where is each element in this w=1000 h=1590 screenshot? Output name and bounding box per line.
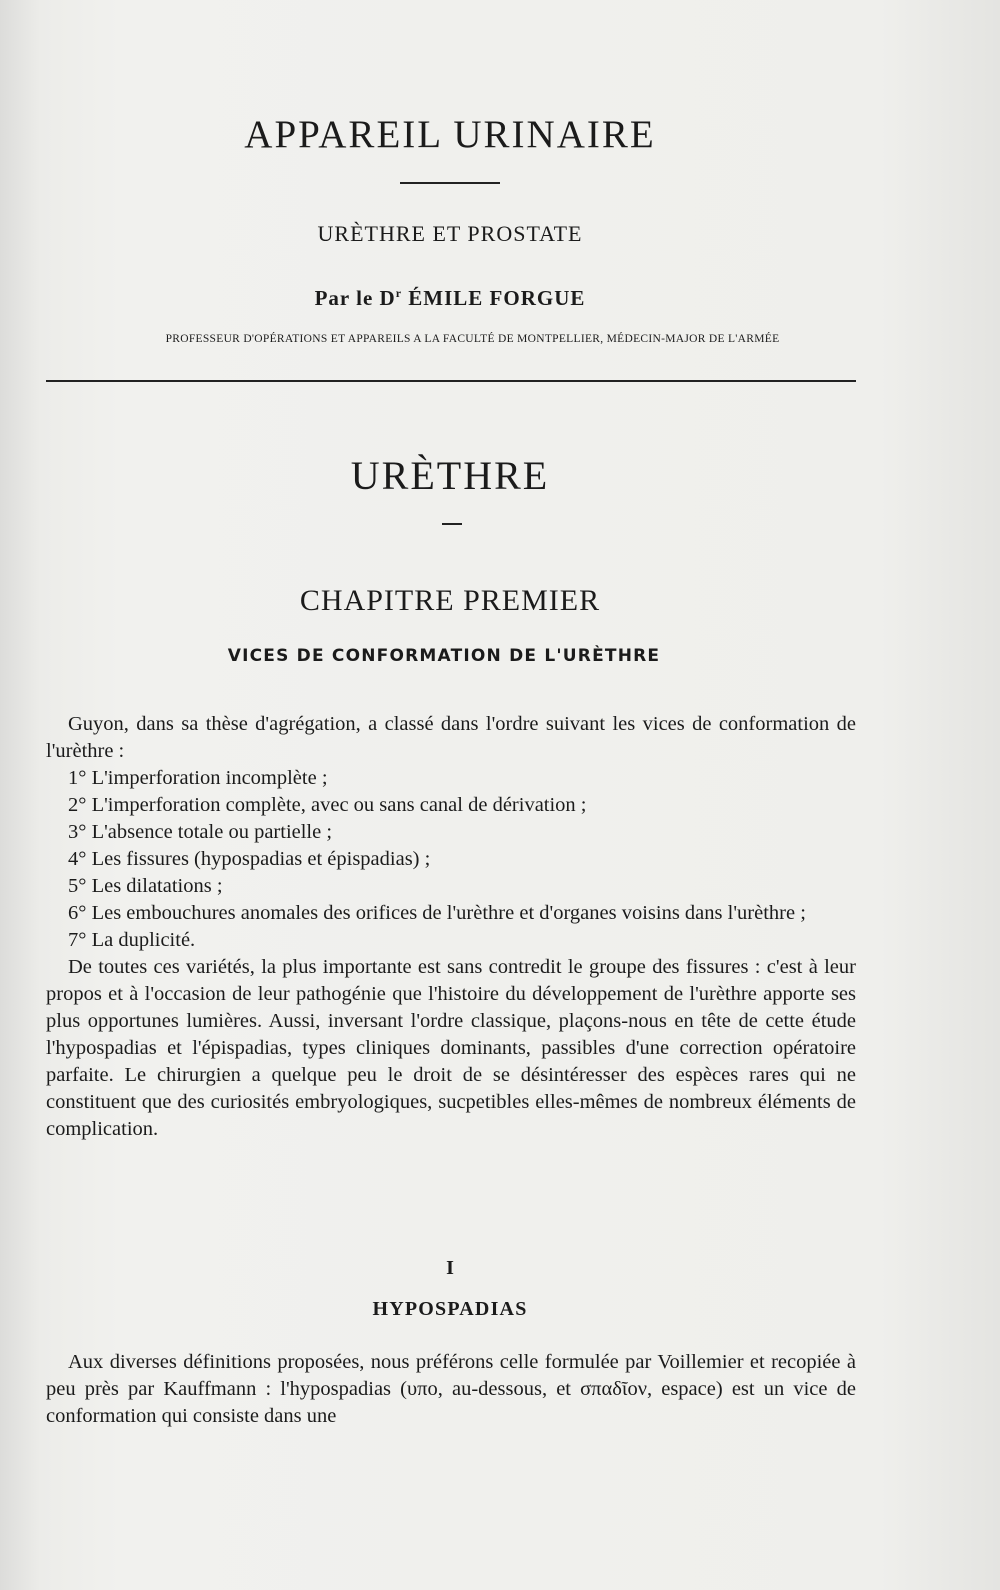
list-item: 2° L'imperforation complète, avec ou sans canal de dérivation ; [68,794,587,816]
list-item: 1° L'imperforation incomplète ; [68,767,328,789]
author-prefix: Par le D [314,286,396,310]
author-line [0,286,900,311]
section-title: URÈTHRE [350,453,550,498]
subsection-title: HYPOSPADIAS [372,1298,528,1320]
chapter-title: CHAPITRE PREMIER [299,584,601,617]
list-item: 3° L'absence totale ou partielle ; [68,821,333,843]
subtitle: URÈTHRE ET PROSTATE [317,221,583,246]
author-title-sup: r [395,286,403,300]
section-dash [442,523,462,525]
list-item: 5° Les dilatations ; [68,875,223,897]
list-item: 4° Les fissures (hypospadias et épispadias) ; [68,848,431,870]
main-title: APPAREIL URINAIRE [244,113,656,156]
intro-paragraph: Guyon, dans sa thèse d'agrégation, a classé dans l'ordre suivant les vices de conformation de l'urèthre : [46,713,856,762]
author-affiliation: PROFESSEUR D'OPÉRATIONS ET APPAREILS A LA FACULTÉ DE MONTPELLIER, MÉDECIN-MAJOR DE L'ARMÉE [165,333,780,345]
header-rule [46,380,856,382]
chapter-subtitle: VICES DE CONFORMATION DE L'URÈTHRE [227,646,661,666]
list-item: 7° La duplicité. [68,929,196,951]
author-name: ÉMILE FORGUE [402,286,586,310]
hypospadias-block [46,1349,856,1430]
body-paragraph: De toutes ces variétés, la plus importante est sans contredit le groupe des fissures : c'est à leur propos et à l'occasion de leur pathogénie que l'histoire du développement de l'urèthre apporte ses plus opportunes lumières. Aussi, inversant l'ordre classique, plaçons-nous en tête de cette étude l'hypospadias et l'épispadias, types cliniques dominants, passibles d'une correction opératoire parfaite. Le chirurgien a quelque peu le droit de se désintéresser des espèces rares qui ne constituent que des curiosités embryologiques, sucpetibles elles-mêmes de nombreux éléments de complication. [46,956,856,1140]
intro-block [46,711,856,1143]
list-item: 6° Les embouchures anomales des orifices de l'urèthre et d'organes voisins dans l'urèthre ; [68,902,806,924]
subsection-number: I [446,1257,454,1279]
body-paragraph: Aux diverses définitions proposées, nous préférons celle formulée par Voillemier et recopiée à peu près par Kauffmann : l'hypospadias (υπο, au-dessous, et σπαδῖον, espace) est un vice de conformation qui consiste dans une [46,1351,856,1427]
title-divider [400,182,500,184]
